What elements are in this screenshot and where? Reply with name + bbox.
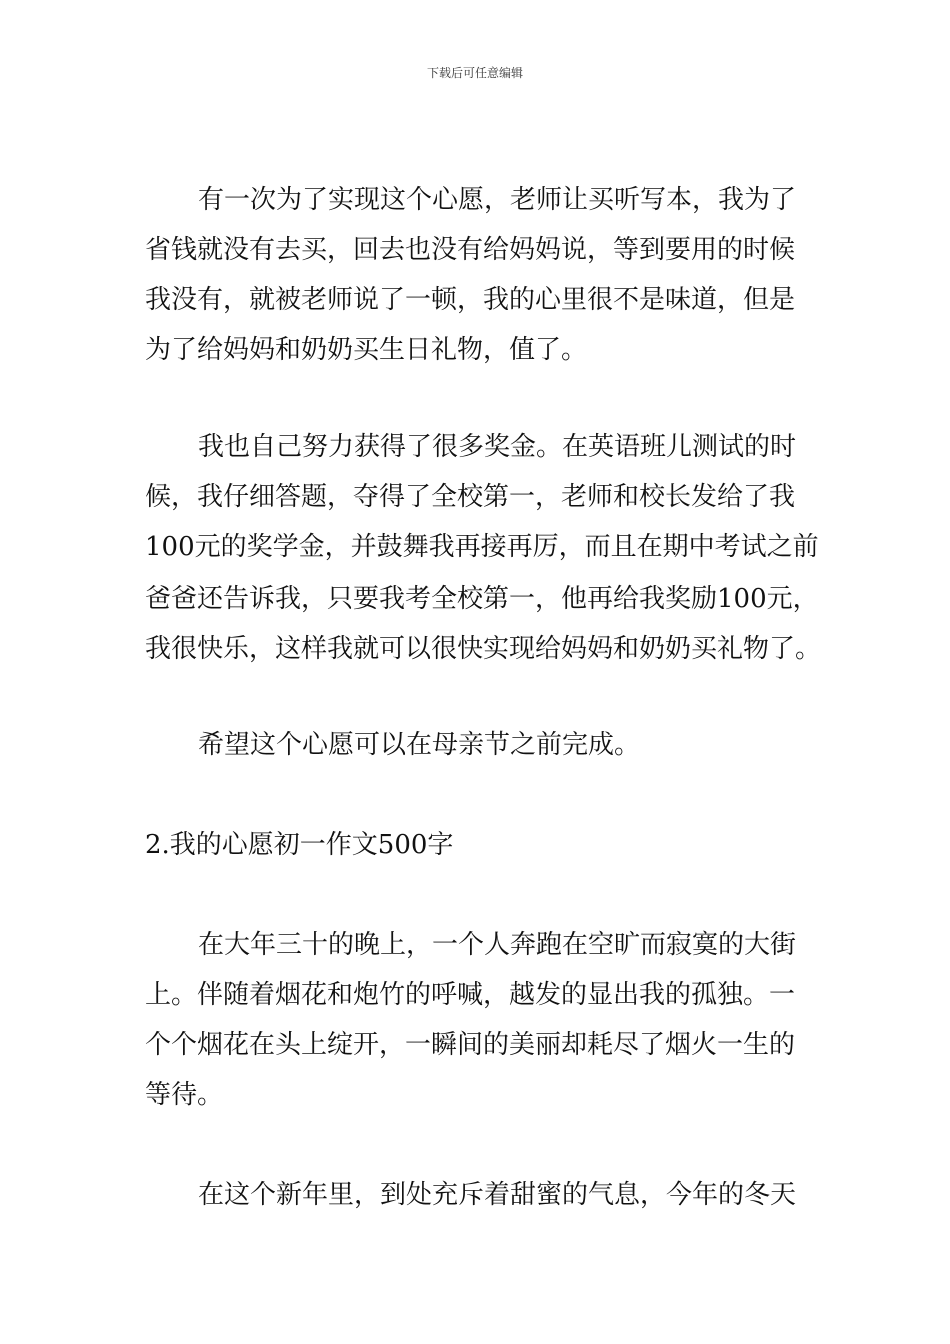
paragraph-line: 希望这个心愿可以在母亲节之前完成。 <box>198 730 641 760</box>
paragraph-line: 候，我仔细答题，夺得了全校第一，老师和校长发给了我 <box>145 482 796 512</box>
paragraph-line: 等待。 <box>145 1080 224 1110</box>
paragraph-line: 省钱就没有去买，回去也没有给妈妈说，等到要用的时候 <box>145 235 796 265</box>
paragraph-line: 在这个新年里，到处充斥着甜蜜的气息，今年的冬天 <box>198 1180 797 1210</box>
paragraph-line: 有一次为了实现这个心愿，老师让买听写本，我为了 <box>198 185 797 215</box>
paragraph-line: 上。伴随着烟花和炮竹的呼喊，越发的显出我的孤独。一 <box>145 980 796 1010</box>
paragraph-line: 100元的奖学金，并鼓舞我再接再厉，而且在期中考试之前 <box>145 532 819 562</box>
paragraph-line: 我也自己努力获得了很多奖金。在英语班儿测试的时 <box>198 432 797 462</box>
heading-line: 2.我的心愿初一作文500字 <box>145 830 454 860</box>
paragraph-line: 为了给妈妈和奶奶买生日礼物，值了。 <box>145 335 588 365</box>
paragraph-line: 我没有，就被老师说了一顿，我的心里很不是味道，但是 <box>145 285 796 315</box>
paragraph-line: 我很快乐，这样我就可以很快实现给妈妈和奶奶买礼物了。 <box>145 634 822 664</box>
paragraph-line: 个个烟花在头上绽开，一瞬间的美丽却耗尽了烟火一生的 <box>145 1030 796 1060</box>
page-header: 下载后可任意编辑 <box>426 66 523 80</box>
paragraph-line: 爸爸还告诉我，只要我考全校第一，他再给我奖励100元， <box>145 584 819 614</box>
paragraph-line: 在大年三十的晚上，一个人奔跑在空旷而寂寞的大街 <box>198 930 797 960</box>
